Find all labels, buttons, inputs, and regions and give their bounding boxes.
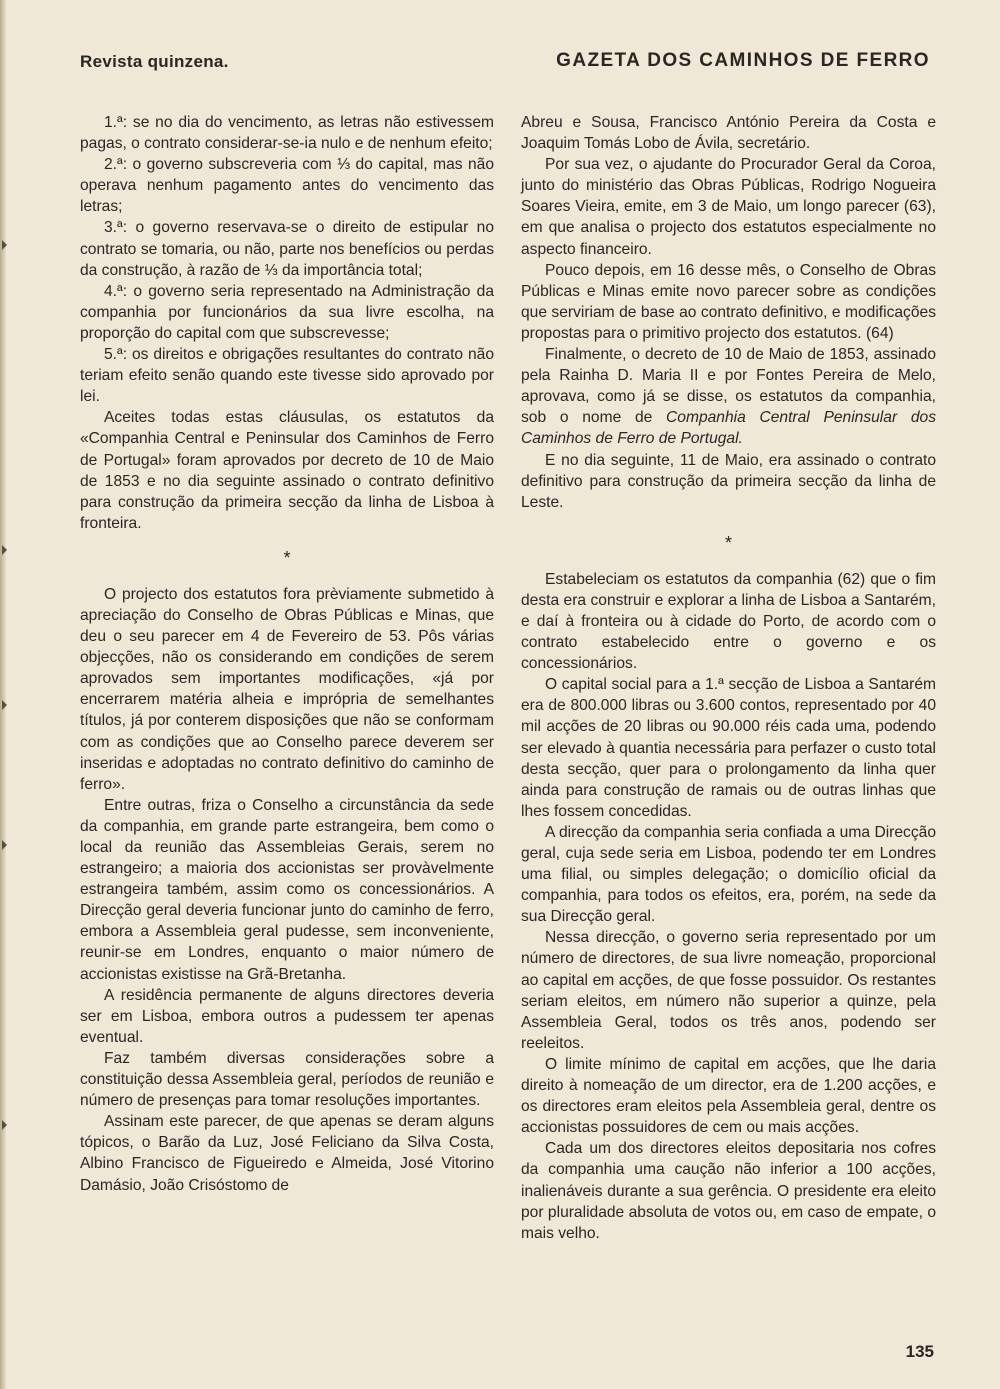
paragraph: 1.ª: se no dia do vencimento, as letras não estivessem pagas, o contrato considerar-se-ia nulo e de nenhum efeito;	[80, 114, 494, 153]
section-separator: *	[724, 532, 732, 553]
running-header-title: GAZETA DOS CAMINHOS DE FERRO	[556, 50, 930, 71]
paragraph: 3.ª: o governo reservava-se o direito de estipular no contrato se tomaria, ou não, parte nos benefícios ou perdas da construção, à razão de ⅓ da importância total;	[80, 219, 494, 279]
paragraph: A direcção da companhia seria confiada a uma Direcção geral, cuja sede seria em Lisboa, podendo ter em Londres uma filial, ou simples delegação; o domicílio oficial da companhia, para todos os efeitos, era, porém, na sede da sua Direcção geral.	[521, 823, 936, 926]
page-number: 135	[905, 1342, 934, 1361]
paragraph: Estabeleciam os estatutos da companhia (62) que o fim desta era construir e explorar a linha de Lisboa a Santarém, e daí à fronteira ou à cidade do Porto, de acordo com o contrato estabelecido entre o governo e os concessionários.	[521, 570, 936, 673]
paragraph: E no dia seguinte, 11 de Maio, era assinado o contrato definitivo para construção da primeira secção da linha de Leste.	[521, 451, 936, 511]
paragraph: 2.ª: o governo subscreveria com ⅓ do capital, mas não operava nenhum pagamento antes do vencimento das letras;	[80, 156, 494, 216]
company-name-italic: Companhia Central Peninsular dos Caminhos de Ferro de Portugal.	[521, 409, 936, 448]
paragraph-text: Finalmente, o decreto de 10 de Maio de 1853, assinado pela Rainha D. Maria II e por Fontes Pereira de Melo, aprovava, como já se disse, os estatutos da companhia, sob o nome de	[521, 346, 936, 427]
paragraph: Faz também diversas considerações sobre a constituição dessa Assembleia geral, períodos de reunião e número de presenças para tomar resoluções importantes.	[80, 1049, 494, 1110]
paragraph: 5.ª: os direitos e obrigações resultantes do contrato não teriam efeito senão quando este tivesse sido aprovado por lei.	[80, 346, 494, 406]
paragraph	[521, 344, 936, 449]
paragraph: O capital social para a 1.ª secção de Lisboa a Santarém era de 800.000 libras ou 3.600 contos, representado por 40 mil acções de 20 libras ou 90.000 réis cada uma, podendo ser elevado à quantia necessária para perfazer o custo total desta secção, quer para o prolongamento da linha quer ainda para construção de ramais ou de outras linhas que lhes fossem concedidas.	[521, 676, 936, 820]
paragraph: Nessa direcção, o governo seria representado por um número de directores, de sua livre nomeação, proporcional ao capital em acções, de que fosse possuidor. Os restantes seriam eleitos, em número não superior a quinze, pela Assembleia Geral, todos os três anos, podendo ser reeleitos.	[521, 929, 936, 1052]
paragraph: Pouco depois, em 16 desse mês, o Conselho de Obras Públicas e Minas emite novo parecer sobre as condições que serviriam de base ao contrato definitivo, e modificações propostas para o primitivo projecto dos estatutos. (64)	[521, 261, 936, 342]
paragraph: O projecto dos estatutos fora prèviamente submetido à apreciação do Conselho de Obras Públicas e Minas, que deu o seu parecer em 4 de Fevereiro de 53. Pôs várias objecções, não os considerando em condições de serem aprovados sem importantes modificações, «já por encerrarem matéria alheia e imprópria de semelhantes títulos, já por conterem disposições que não se conformam com as condições que ao Conselho parece deverem ser inseridas e adoptadas no contrato definitivo do caminho de ferro».	[80, 585, 494, 793]
running-header-left: Revista quinzena.	[80, 52, 229, 71]
paragraph: Assinam este parecer, de que apenas se deram alguns tópicos, o Barão da Luz, José Feliciano da Silva Costa, Albino Francisco de Figueiredo e Almeida, José Vitorino Damásio, João Crisóstomo de	[80, 1113, 494, 1194]
paragraph: Aceites todas estas cláusulas, os estatutos da «Companhia Central e Peninsular dos Caminhos de Ferro de Portugal» foram aprovados por decreto de 10 de Maio de 1853 e no dia seguinte assinado o contrato definitivo para construção da primeira secção da linha de Lisboa à fronteira.	[80, 409, 494, 532]
paragraph: Entre outras, friza o Conselho a circunstância da sede da companhia, em grande parte estrangeira, bem como o local da reunião das Assembleias Gerais, serem no estrangeiro; a maioria dos accionistas ser provàvelmente estrangeira também, assim como os concessionários. A Direcção geral deveria funcionar junto do caminho de ferro, embora a Assembleia geral pudesse, sem inconveniente, reunir-se em Londres, enquanto o maior número de accionistas existisse na Grã-Bretanha.	[80, 796, 494, 983]
right-column	[521, 112, 936, 1244]
left-column	[80, 112, 494, 1196]
paragraph: Abreu e Sousa, Francisco António Pereira da Costa e Joaquim Tomás Lobo de Ávila, secretário.	[521, 114, 936, 153]
paragraph: Cada um dos directores eleitos depositaria nos cofres da companhia uma caução não inferior a 100 acções, inalienáveis durante a sua gerência. O presidente era eleito por pluralidade absoluta de votos ou, em caso de empate, o mais velho.	[521, 1140, 936, 1242]
page-binding-edge	[0, 0, 6, 1389]
paragraph: Por sua vez, o ajudante do Procurador Geral da Coroa, junto do ministério das Obras Públicas, Rodrigo Nogueira Soares Vieira, emite, em 3 de Maio, um longo parecer (63), em que analisa o projecto dos estatutos especialmente no aspecto financeiro.	[521, 156, 936, 258]
section-separator: *	[283, 547, 291, 568]
paragraph: A residência permanente de alguns directores deveria ser em Lisboa, embora outros a pudessem ter apenas eventual.	[80, 986, 494, 1046]
paragraph: 4.ª: o governo seria representado na Administração da companhia por funcionários da sua livre escolha, na proporção do capital com que subscrevesse;	[80, 282, 494, 342]
paragraph: O limite mínimo de capital em acções, que lhe daria direito à nomeação de um director, era de 1.200 acções, e os directores eram eleitos pela Assembleia geral, dentre os accionistas possuidores de cem ou mais acções.	[521, 1055, 936, 1137]
